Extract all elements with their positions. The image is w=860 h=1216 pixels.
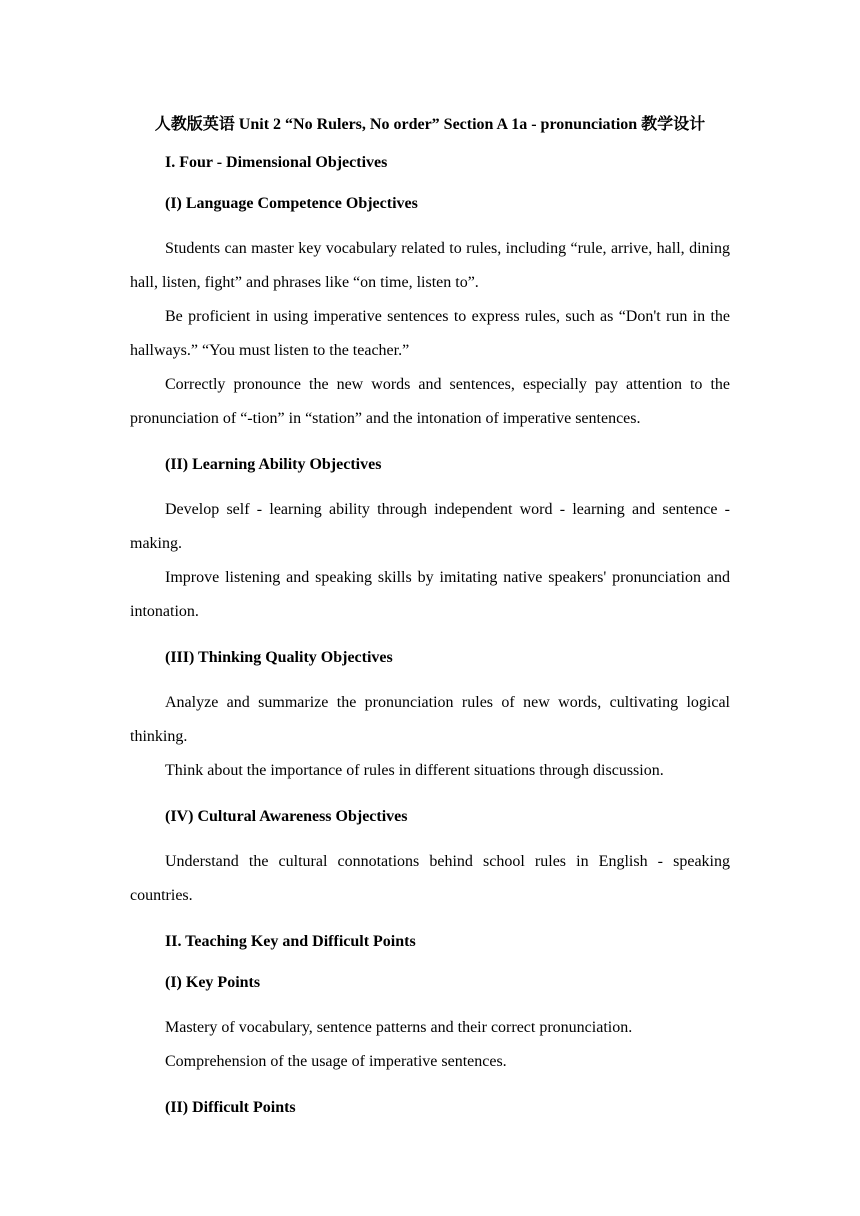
paragraph: Students can master key vocabulary related to rules, including “rule, arrive, hall, dining hall, listen, fight” and phrases like “on time, listen to”. [130,240,730,291]
subheading-language-competence: (I) Language Competence Objectives [165,195,418,212]
paragraph: Mastery of vocabulary, sentence patterns and their correct pronunciation. [165,1019,633,1036]
subheading-difficult-points: (II) Difficult Points [165,1099,296,1116]
subheading-key-points: (I) Key Points [165,974,261,991]
section-heading-key-difficult-points: II. Teaching Key and Difficult Points [165,933,416,950]
paragraph: Comprehension of the usage of imperative sentences. [165,1053,507,1070]
subheading-cultural-awareness: (IV) Cultural Awareness Objectives [165,808,408,825]
paragraph: Think about the importance of rules in different situations through discussion. [165,762,664,779]
subheading-thinking-quality: (III) Thinking Quality Objectives [165,649,393,666]
paragraph: Correctly pronounce the new words and sentences, especially pay attention to the pronunciation of “-tion” in “station” and the intonation of imperative sentences. [130,376,730,427]
paragraph: Develop self - learning ability through independent word - learning and sentence - making. [130,501,730,552]
document-page [130,108,730,1120]
document-title: 人教版英语 Unit 2 “No Rulers, No order” Section A 1a - pronunciation 教学设计 [154,116,706,133]
subheading-learning-ability: (II) Learning Ability Objectives [165,456,382,473]
section-heading-objectives: I. Four - Dimensional Objectives [165,154,388,171]
paragraph: Be proficient in using imperative sentences to express rules, such as “Don't run in the hallways.” “You must listen to the teacher.” [130,308,730,359]
paragraph: Analyze and summarize the pronunciation rules of new words, cultivating logical thinking. [130,694,730,745]
paragraph: Understand the cultural connotations behind school rules in English - speaking countries. [130,853,730,904]
paragraph: Improve listening and speaking skills by imitating native speakers' pronunciation and intonation. [130,569,730,620]
